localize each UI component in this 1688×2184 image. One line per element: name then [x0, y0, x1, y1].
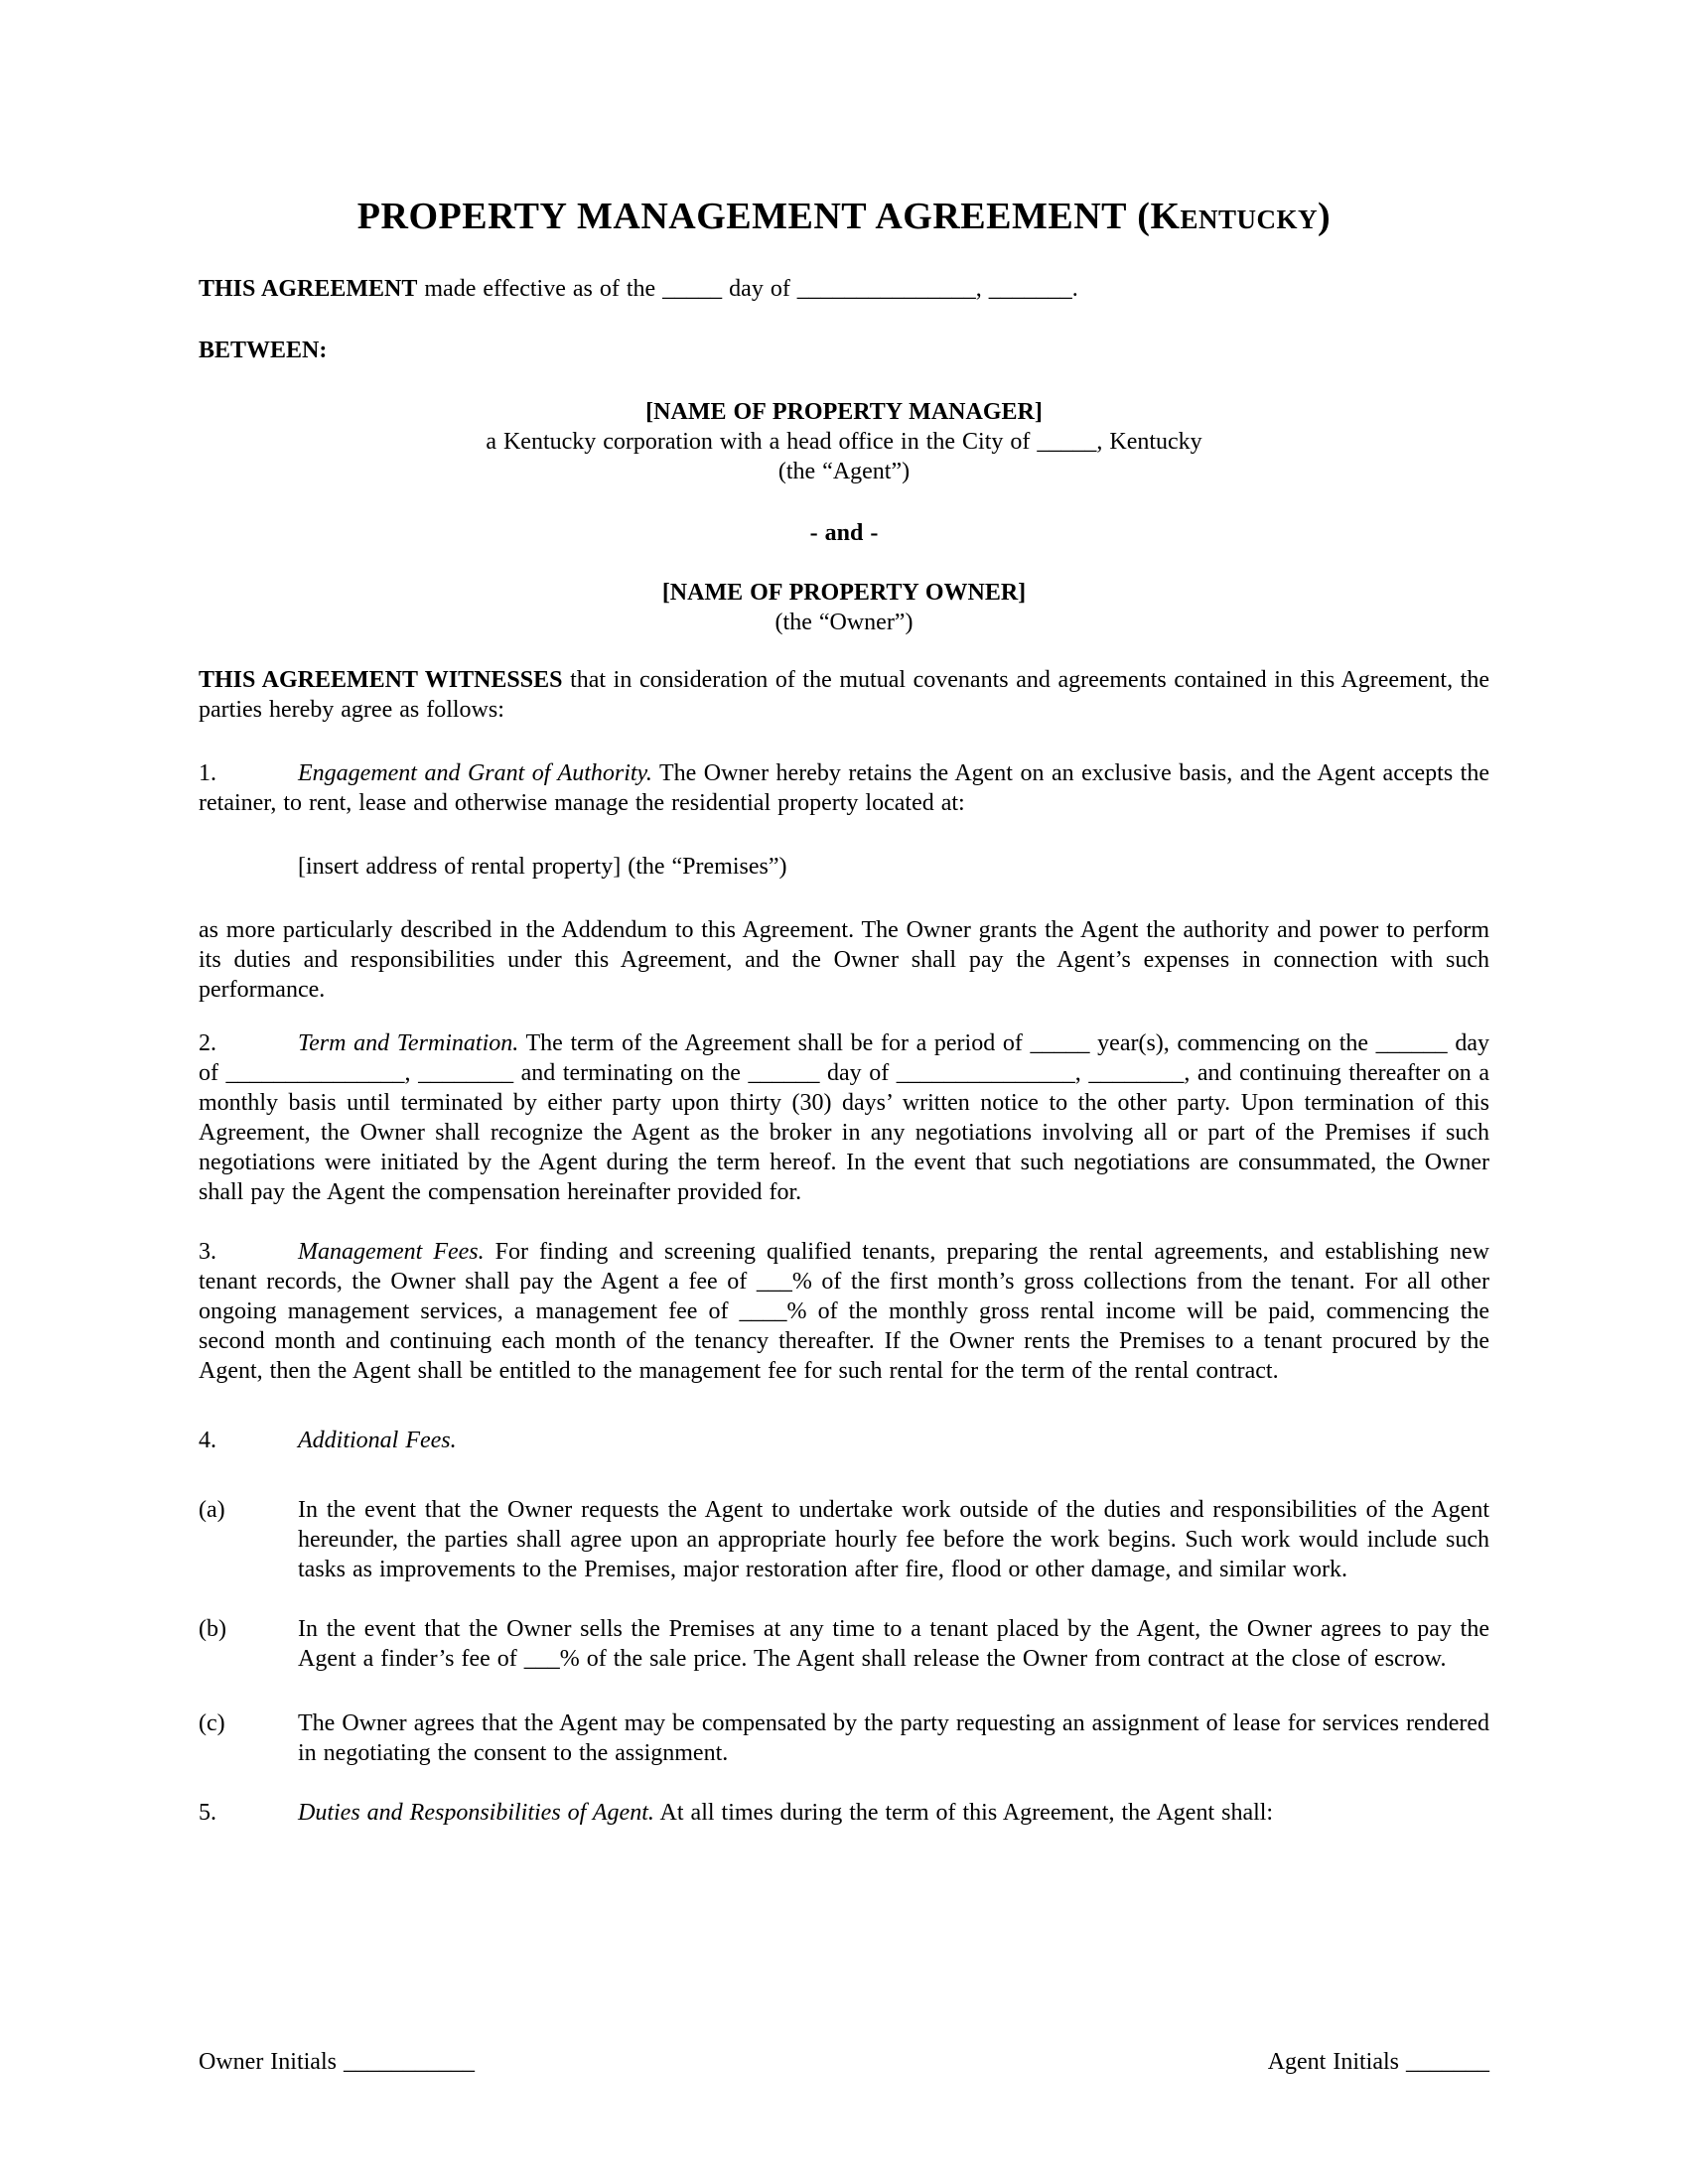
section-4-item-a	[199, 1495, 1489, 1584]
and-separator: - and -	[809, 520, 879, 546]
section-2-text: The term of the Agreement shall be for a period of _____ year(s), commencing on the ______ day of _______________, ________ and terminating on the ______ day of _______________, ________, and continuing thereafter on a monthly basis until terminated by either party upon thirty (30) days’ written notice to the other party. Upon termination of this Agreement, the Owner shall recognize the Agent as the broker in any negotiations involving all or part of the Premises if such negotiations were initiated by the Agent during the term hereof. In the event that such negotiations are consummated, the Owner shall pay the Agent the compensation hereinafter provided for.	[199, 1030, 1489, 1205]
item-b-text: In the event that the Owner sells the Premises at any time to a tenant placed by the Agent, the Owner agrees to pay the Agent a finder’s fee of ___% of the sale price. The Agent shall release the Owner from contract at the close of escrow.	[298, 1616, 1489, 1672]
section-5-paragraph	[199, 1798, 1489, 1828]
section-2-number: 2.	[199, 1030, 216, 1056]
section-4-title: Additional Fees.	[298, 1428, 457, 1453]
section-5-title: Duties and Responsibilities of Agent.	[298, 1800, 654, 1826]
document-title-suffix: )	[1318, 196, 1332, 237]
section-3-number: 3.	[199, 1239, 216, 1265]
section-3-paragraph	[199, 1237, 1489, 1386]
intro-paragraph	[199, 274, 1489, 304]
section-2-paragraph	[199, 1028, 1489, 1207]
section-5-number: 5.	[199, 1800, 216, 1826]
manager-description: a Kentucky corporation with a head office in the City of _____, Kentucky	[486, 429, 1202, 455]
section-1-text: The Owner hereby retains the Agent on an exclusive basis, and the Agent accepts the retainer, to rent, lease and otherwise manage the residential property located at:	[199, 760, 1489, 816]
section-2-title: Term and Termination.	[298, 1030, 519, 1056]
premises-address-line: [insert address of rental property] (the “Premises”)	[298, 854, 787, 880]
section-5-text: At all times during the term of this Agreement, the Agent shall:	[653, 1800, 1274, 1826]
item-c-marker: (c)	[199, 1710, 225, 1736]
witnesses-paragraph	[199, 665, 1489, 725]
document-title-state: Kentucky	[1150, 196, 1319, 237]
manager-alias: (the “Agent”)	[777, 459, 911, 484]
document-title-prefix: PROPERTY MANAGEMENT AGREEMENT (	[356, 196, 1151, 237]
manager-block	[199, 397, 1489, 486]
section-3-text: For finding and screening qualified tenants, preparing the rental agreements, and establishing new tenant records, the Owner shall pay the Agent a fee of ___% of the first month’s gross collections from the tenant. For all other ongoing management services, a management fee of ____% of the monthly gross rental income will be paid, commencing the second month and continuing each month of the tenancy thereafter. If the Owner rents the Premises to a tenant procured by the Agent, then the Agent shall be entitled to the management fee for such rental for the term of the rental contract.	[199, 1239, 1489, 1384]
section-4-number: 4.	[199, 1428, 216, 1453]
section-1-continuation: as more particularly described in the Addendum to this Agreement. The Owner grants the Agent the authority and power to perform its duties and responsibilities under this Agreement, and the Owner shall pay the Agent’s expenses in connection with such performance.	[199, 917, 1489, 1003]
item-c-text: The Owner agrees that the Agent may be compensated by the party requesting an assignment of lease for services rendered in negotiating the consent to the assignment.	[298, 1710, 1489, 1766]
section-1-paragraph	[199, 758, 1489, 818]
section-4-item-c	[199, 1708, 1489, 1768]
item-a-text: In the event that the Owner requests the Agent to undertake work outside of the duties and responsibilities of the Agent hereunder, the parties shall agree upon an appropriate hourly fee before the work begins. Such work would include such tasks as improvements to the Premises, major restoration after fire, flood or other damage, and similar work.	[298, 1497, 1489, 1582]
owner-name: [NAME OF PROPERTY OWNER]	[661, 580, 1027, 606]
manager-name: [NAME OF PROPERTY MANAGER]	[645, 399, 1043, 425]
intro-text: made effective as of the _____ day of _______________, _______.	[417, 276, 1078, 302]
between-label: BETWEEN:	[199, 338, 328, 363]
intro-lead: THIS AGREEMENT	[199, 276, 418, 302]
item-b-marker: (b)	[199, 1616, 226, 1642]
section-1-title: Engagement and Grant of Authority.	[298, 760, 652, 786]
owner-block	[199, 578, 1489, 637]
section-4-item-b	[199, 1614, 1489, 1674]
section-4-heading	[199, 1426, 1489, 1455]
witnesses-text: that in consideration of the mutual covenants and agreements contained in this Agreement, the parties hereby agree as follows:	[199, 667, 1489, 723]
initials-footer	[199, 2047, 1489, 2077]
document-title	[199, 197, 1489, 236]
owner-alias: (the “Owner”)	[774, 610, 914, 635]
agent-initials: Agent Initials _______	[1267, 2049, 1489, 2075]
item-a-marker: (a)	[199, 1497, 225, 1523]
section-1-number: 1.	[199, 760, 216, 786]
section-3-title: Management Fees.	[298, 1239, 485, 1265]
witnesses-lead: THIS AGREEMENT WITNESSES	[199, 667, 563, 693]
owner-initials: Owner Initials ___________	[199, 2049, 475, 2075]
